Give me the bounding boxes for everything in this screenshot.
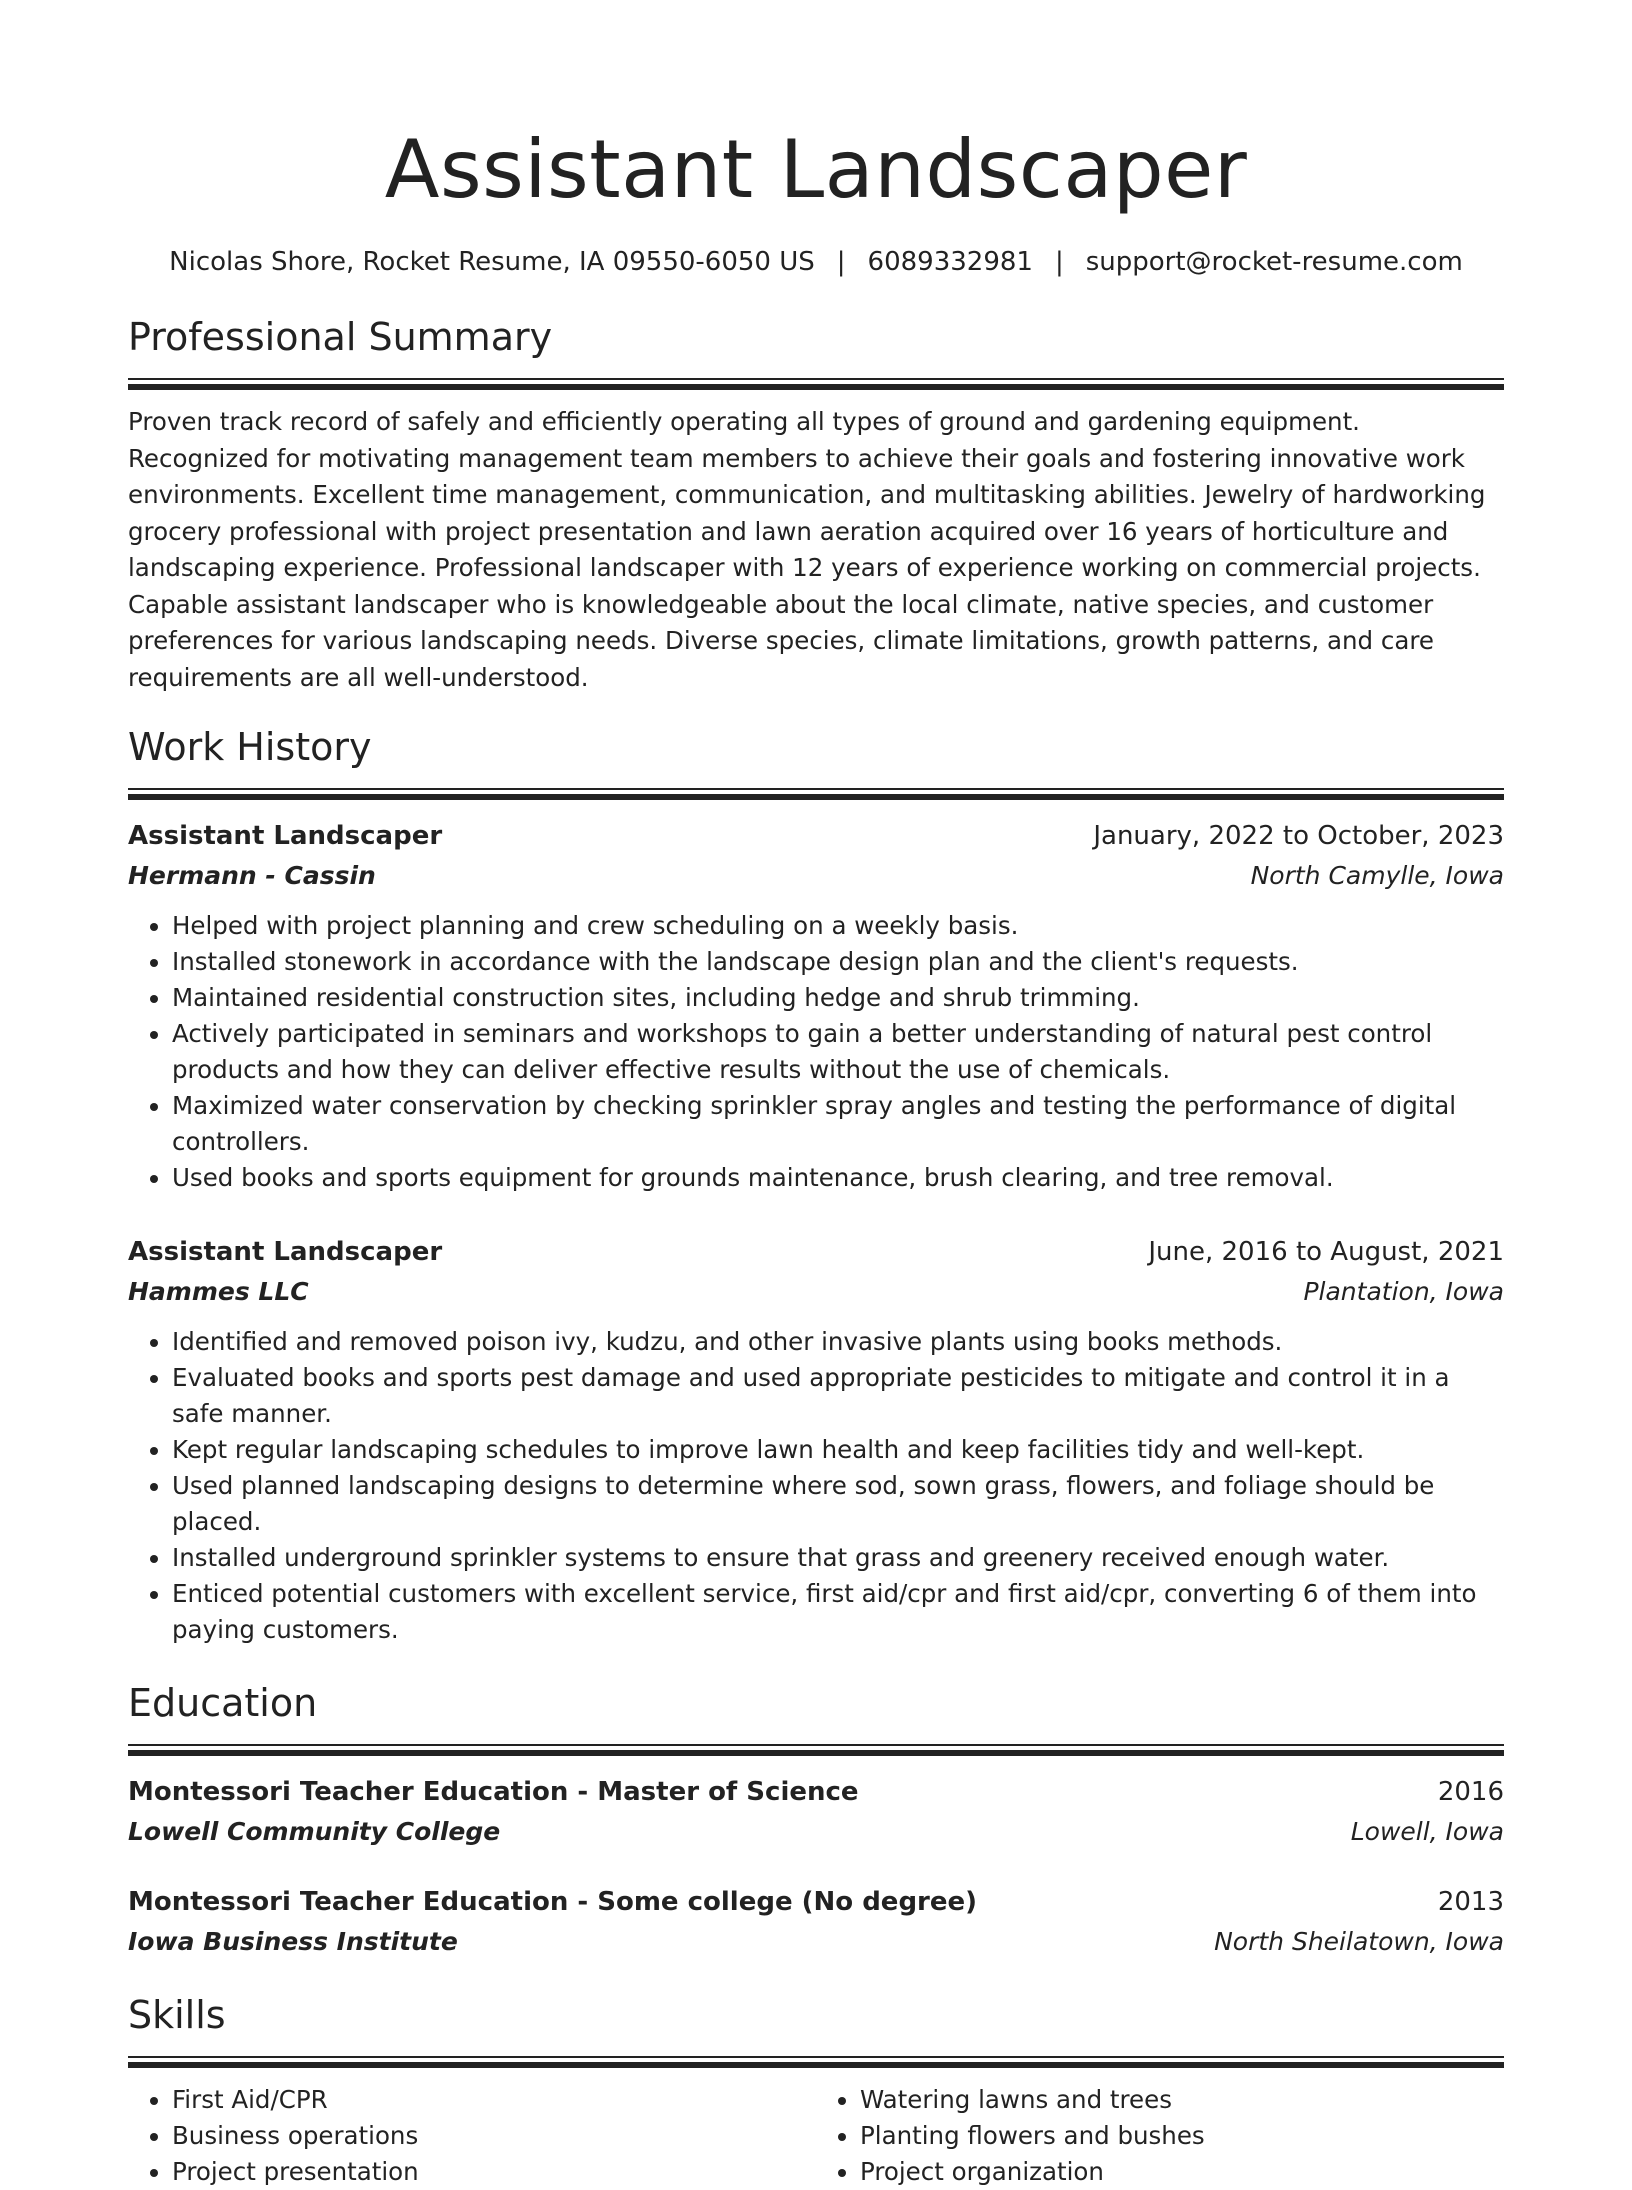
education-entry [128, 1772, 1504, 1852]
job-bullets [128, 908, 1504, 1196]
phone: 6089332981 [867, 247, 1033, 277]
section-heading-education: Education [128, 1681, 318, 1725]
skill-item: • Project presentation [172, 2154, 816, 2190]
resume-page [128, 0, 1504, 2190]
list-item: • Kept regular landscaping schedules to improve lawn health and keep facilities tidy and well-kept. [172, 1432, 1504, 1468]
skills-section [128, 1990, 1504, 2190]
job-entry [128, 816, 1504, 1196]
section-heading-summary: Professional Summary [128, 315, 553, 359]
summary-section [128, 312, 1504, 696]
job-title: Assistant Landscaper [128, 1237, 443, 1267]
section-heading-work: Work History [128, 725, 372, 769]
school-name: Iowa Business Institute [128, 1927, 458, 1956]
resume-title: Assistant Landscaper [384, 123, 1248, 216]
degree: Montessori Teacher Education - Master of Science [128, 1777, 859, 1807]
education-section [128, 1678, 1504, 1962]
section-divider [128, 2056, 1504, 2068]
list-item: • Maximized water conservation by checking sprinkler spray angles and testing the performance of digital controllers. [172, 1088, 1504, 1160]
job-dates: June, 2016 to August, 2021 [1148, 1237, 1504, 1267]
job-title: Assistant Landscaper [128, 821, 443, 851]
address: Nicolas Shore, Rocket Resume, IA 09550-6050 US [169, 247, 815, 277]
education-entry [128, 1882, 1504, 1962]
section-divider [128, 378, 1504, 390]
education-year: 2016 [1437, 1777, 1504, 1807]
list-item: • Installed stonework in accordance with the landscape design plan and the client's requests. [172, 944, 1504, 980]
skill-item: • First Aid/CPR [172, 2082, 816, 2118]
list-item: • Enticed potential customers with excellent service, first aid/cpr and first aid/cpr, converting 6 of them into paying customers. [172, 1576, 1504, 1648]
work-history-section [128, 722, 1504, 1648]
job-bullets [128, 1324, 1504, 1648]
skills-columns [128, 2082, 1504, 2190]
job-entry [128, 1232, 1504, 1648]
job-location: Plantation, Iowa [1303, 1277, 1504, 1306]
company-name: Hermann - Cassin [128, 861, 376, 890]
summary-text: Proven track record of safely and efficiently operating all types of ground and gardening equipment. Recognized for motivating management team members to achieve their goals and fostering innovative work environments. Excellent time management, communication, and multitasking abilities. Jewelry of hardworking grocery professional with project presentation and lawn aeration acquired over 16 years of horticulture and landscaping experience. Professional landscaper with 12 years of experience working on commercial projects. Capable assistant landscaper who is knowledgeable about the local climate, native species, and customer preferences for various landscaping needs. Diverse species, climate limitations, growth patterns, and care requirements are all well-understood. [128, 407, 1486, 692]
school-name: Lowell Community College [128, 1817, 501, 1846]
skills-list-right [816, 2082, 1504, 2190]
list-item: • Identified and removed poison ivy, kudzu, and other invasive plants using books methods. [172, 1324, 1504, 1360]
list-item: • Maintained residential construction sites, including hedge and shrub trimming. [172, 980, 1504, 1016]
job-dates: January, 2022 to October, 2023 [1093, 821, 1504, 851]
skills-list-left [128, 2082, 816, 2190]
skill-item: • Business operations [172, 2118, 816, 2154]
contact-line [128, 242, 1504, 282]
list-item: • Evaluated books and sports pest damage and used appropriate pesticides to mitigate and control it in a safe manner. [172, 1360, 1504, 1432]
education-year: 2013 [1437, 1887, 1504, 1917]
section-divider [128, 1744, 1504, 1756]
company-name: Hammes LLC [128, 1277, 309, 1306]
section-heading-skills: Skills [128, 1993, 226, 2037]
list-item: • Used books and sports equipment for grounds maintenance, brush clearing, and tree removal. [172, 1160, 1504, 1196]
list-item: • Installed underground sprinkler systems to ensure that grass and greenery received enough water. [172, 1540, 1504, 1576]
skill-item: • Project organization [860, 2154, 1504, 2190]
school-location: Lowell, Iowa [1350, 1817, 1504, 1846]
list-item: • Used planned landscaping designs to determine where sod, sown grass, flowers, and foliage should be placed. [172, 1468, 1504, 1540]
skill-item: • Watering lawns and trees [860, 2082, 1504, 2118]
job-location: North Camylle, Iowa [1250, 861, 1504, 890]
degree: Montessori Teacher Education - Some college (No degree) [128, 1887, 978, 1917]
separator: | [1054, 247, 1064, 277]
email: support@rocket-resume.com [1085, 247, 1463, 277]
list-item: • Helped with project planning and crew scheduling on a weekly basis. [172, 908, 1504, 944]
separator: | [836, 247, 846, 277]
list-item: • Actively participated in seminars and workshops to gain a better understanding of natural pest control products and how they can deliver effective results without the use of chemicals. [172, 1016, 1504, 1088]
section-divider [128, 788, 1504, 800]
school-location: North Sheilatown, Iowa [1214, 1927, 1504, 1956]
skill-item: • Planting flowers and bushes [860, 2118, 1504, 2154]
